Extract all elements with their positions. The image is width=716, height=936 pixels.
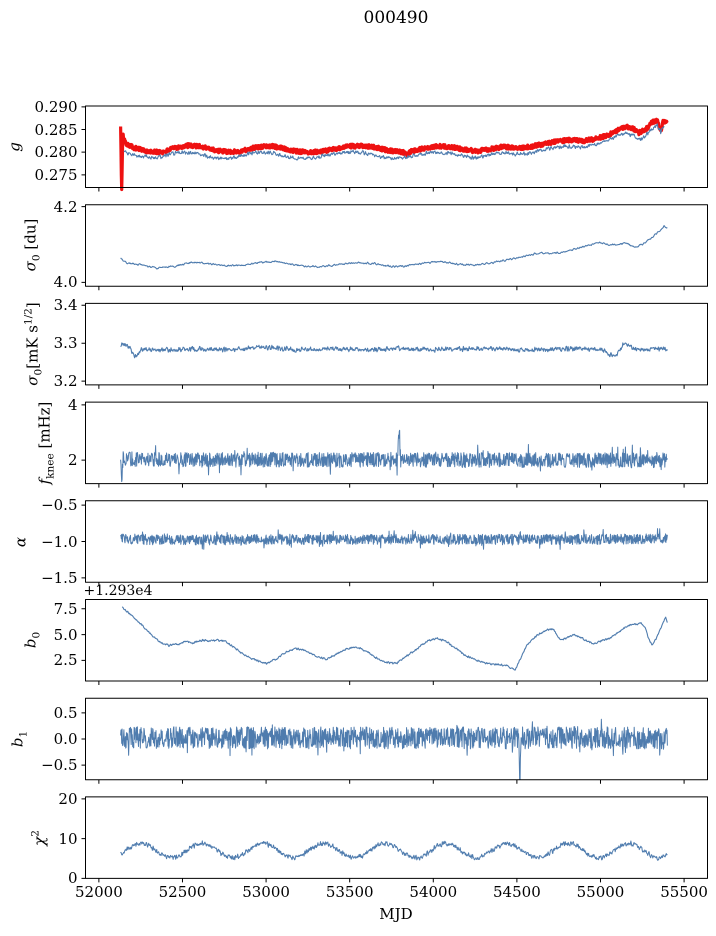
x-tick-label: 53500 (325, 883, 374, 902)
y-tick-label-sigma0-mks: 3.2 (53, 372, 78, 391)
y-tick-label-sigma0-mks: 3.4 (53, 296, 78, 315)
y-tick-label-f-knee: 4 (67, 395, 78, 414)
y-tick-label-f-knee: 2 (67, 451, 78, 470)
y-tick-label-alpha: −1.5 (41, 568, 78, 587)
y-axis-label-b0: $b_0$ (21, 632, 43, 649)
x-tick-label: 52000 (75, 883, 123, 902)
y-tick-label-b1: −0.5 (41, 756, 78, 775)
y-tick-label-alpha: −1.0 (41, 532, 78, 551)
y-axis-label-alpha: α (11, 536, 30, 547)
y-tick-label-sigma0-mks: 3.3 (53, 334, 78, 353)
x-tick-label: 55500 (660, 883, 708, 902)
y-axis-label-sigma0-du: $\sigma_0$ [du] (21, 219, 43, 272)
y-axis-label-chi2: $\chi^2$ (29, 829, 49, 846)
x-tick-label: 52500 (158, 883, 207, 902)
x-tick-label: 53000 (242, 883, 290, 902)
y-tick-label-g: 0.290 (34, 97, 78, 116)
y-tick-label-b1: 0.0 (53, 729, 78, 748)
y-tick-label-b0: 7.5 (53, 599, 78, 618)
y-tick-label-g: 0.275 (34, 165, 78, 184)
y-tick-label-b1: 0.5 (53, 703, 78, 722)
y-tick-label-g: 0.280 (34, 143, 78, 162)
y-axis-label-f-knee: $f_{knee}$ [mHz] (35, 401, 57, 485)
y-axis-label-b1: $b_1$ (8, 730, 30, 748)
y-tick-label-chi2: 20 (58, 789, 78, 808)
y-axis-label-g: g (5, 141, 24, 152)
y-tick-label-sigma0-du: 4.0 (53, 273, 78, 292)
axis-offset-text: +1.293e4 (83, 582, 153, 599)
y-tick-label-chi2: 10 (58, 829, 78, 848)
y-tick-label-chi2: 0 (67, 869, 78, 888)
y-axis-label-sigma0-mks: $\sigma_0[mK$ $s^{1/2}$] (22, 302, 45, 386)
x-tick-label: 55000 (576, 883, 625, 902)
y-tick-label-g: 0.285 (34, 120, 78, 139)
x-tick-label: 54000 (409, 883, 458, 902)
x-axis-label: MJD (379, 905, 413, 923)
y-tick-label-b0: 2.5 (53, 651, 78, 670)
y-tick-label-b0: 5.0 (53, 625, 78, 644)
x-tick-label: 54500 (493, 883, 541, 902)
y-tick-label-alpha: −0.5 (41, 496, 78, 515)
figure-title: 000490 (363, 8, 429, 28)
y-tick-label-sigma0-du: 4.2 (53, 197, 78, 216)
